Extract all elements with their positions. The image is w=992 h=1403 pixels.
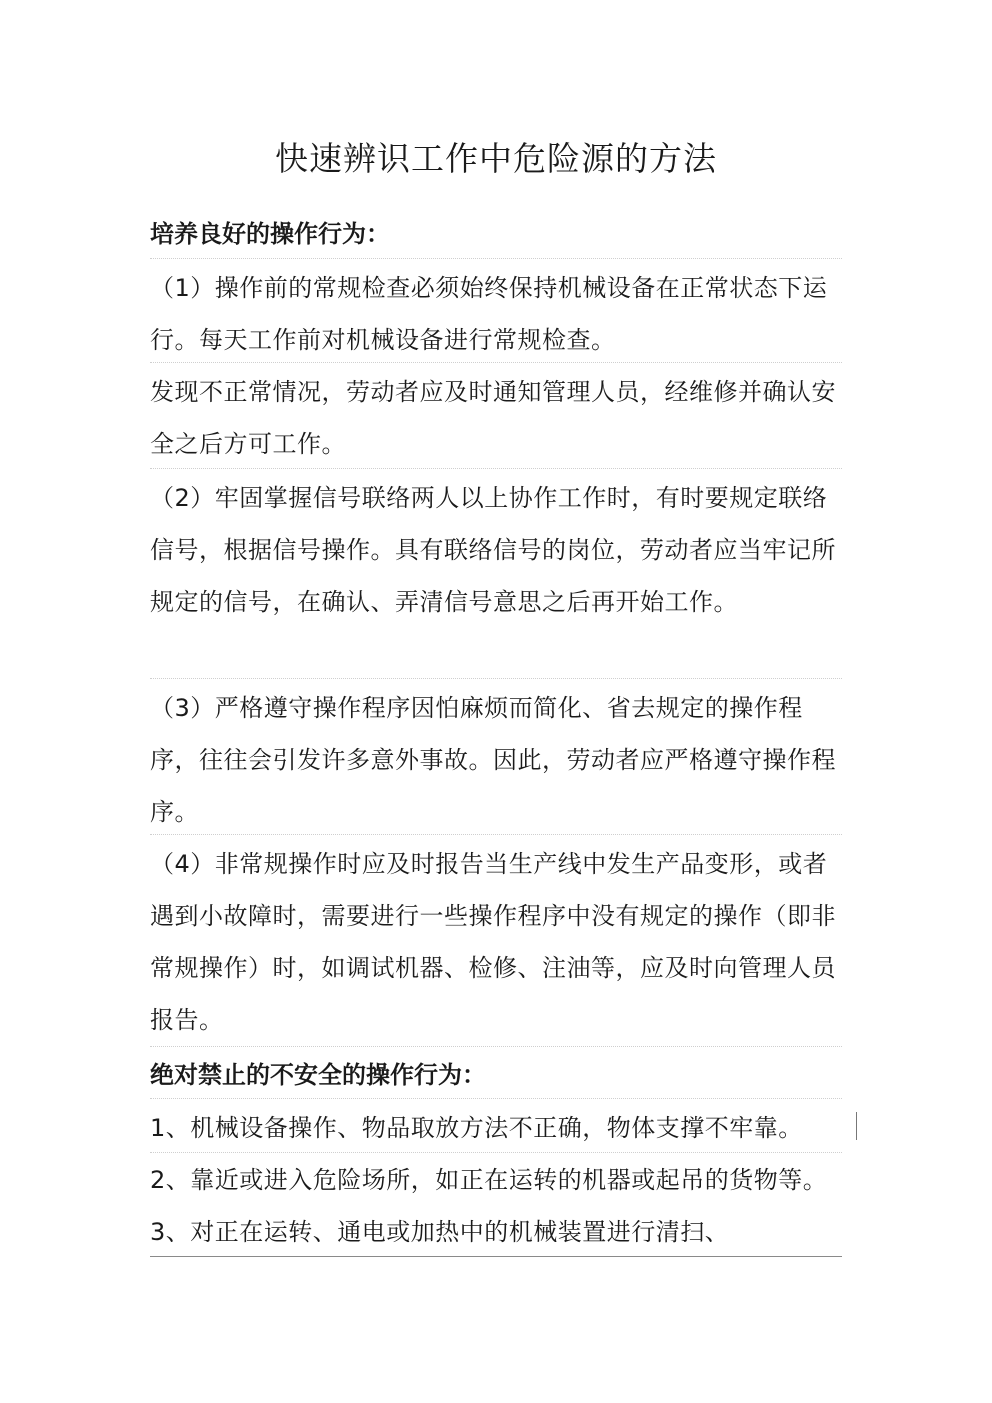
divider xyxy=(150,362,842,363)
bottom-rule xyxy=(150,1256,842,1257)
divider xyxy=(150,678,842,679)
paragraph-routine-check: （1）操作前的常规检查必须始终保持机械设备在正常状态下运行。每天工作前对机械设备进行常规检查。 xyxy=(150,274,828,354)
divider xyxy=(150,1098,842,1099)
list-item-2: 2、靠近或进入危险场所，如正在运转的机器或起吊的货物等。3、对正在运转、通电或加热中的机械装置进行清扫、 xyxy=(150,1166,828,1246)
paragraph-signals: （2）牢固掌握信号联络两人以上协作工作时，有时要规定联络信号，根据信号操作。具有联络信号的岗位，劳动者应当牢记所规定的信号，在确认、弄清信号意思之后再开始工作。 xyxy=(150,484,836,616)
divider xyxy=(150,1152,842,1153)
list-item-1: 1、机械设备操作、物品取放方法不正确，物体支撑不牢靠。 xyxy=(150,1114,803,1142)
paragraph-non-routine: （4）非常规操作时应及时报告当生产线中发生产品变形，或者遇到小故障时，需要进行一些操作程序中没有规定的操作（即非常规操作）时，如调试机器、检修、注油等，应及时向管理人员报告。 xyxy=(150,850,836,1034)
divider xyxy=(150,468,842,469)
divider xyxy=(150,258,842,259)
section-heading-good-practice: 培养良好的操作行为： xyxy=(150,220,390,248)
document-title: 快速辨识工作中危险源的方法 xyxy=(275,139,717,178)
paragraph-report-abnormal: 发现不正常情况，劳动者应及时通知管理人员，经维修并确认安全之后方可工作。 xyxy=(150,378,836,458)
section-heading-prohibited: 绝对禁止的不安全的操作行为： xyxy=(150,1061,486,1089)
divider xyxy=(150,1046,842,1047)
divider xyxy=(150,834,842,835)
edge-mark xyxy=(856,1112,857,1140)
paragraph-procedures: （3）严格遵守操作程序因怕麻烦而简化、省去规定的操作程序，往往会引发许多意外事故。因此，劳动者应严格遵守操作程序。 xyxy=(150,694,836,826)
